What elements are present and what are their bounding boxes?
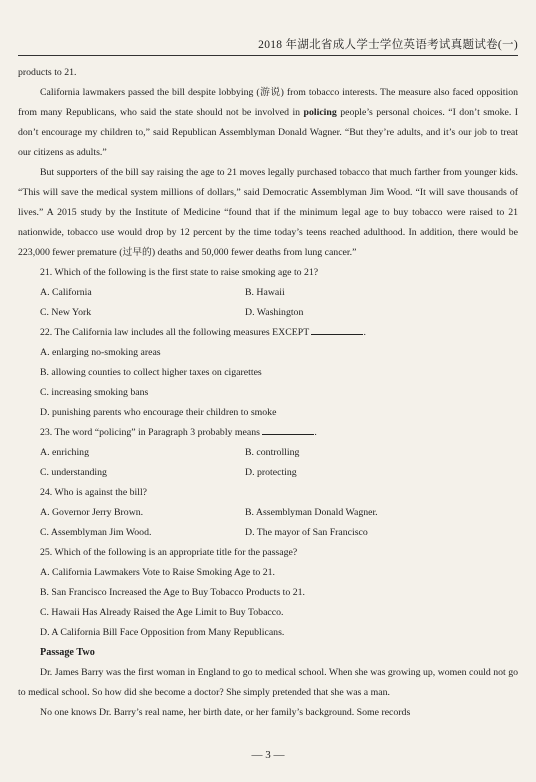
q22-option-c: C. increasing smoking bans <box>40 387 149 398</box>
q25-option-c: C. Hawaii Has Already Raised the Age Limit to Buy Tobacco. <box>40 607 284 618</box>
paragraph-3: But supporters of the bill say raising the age to 21 moves legally purchased tobacco that much farther from younger kids. “This will save the medical system millions of dollars,” said Democratic Assemblyman Jim Wood. “It will save thousands of lives.” A 2015 study by the Institute of Medicine “found that if the minimum legal age to buy tobacco were raised to 21 nationwide, tobacco use would drop by 12 percent by the time today’s teens reached adulthood. In addition, there would be 223,000 fewer premature (过早的) deaths and 50,000 fewer deaths from lung cancer.” <box>18 167 518 258</box>
paragraph-2-part-a: California lawmakers passed the bill despite lobbying (游说) from tobacco interests. The measure also faced opposition from many Republicans, who said the state should not be involved in <box>18 87 518 118</box>
q21-option-b: B. Hawaii <box>245 287 285 298</box>
q24-option-d: D. The mayor of San Francisco <box>245 527 368 538</box>
q25-option-d: D. A California Bill Face Opposition from Many Republicans. <box>40 627 285 638</box>
q21-option-d: D. Washington <box>245 307 304 318</box>
q25-option-a: A. California Lawmakers Vote to Raise Smoking Age to 21. <box>40 567 276 578</box>
q21-option-a: A. California <box>40 287 92 298</box>
question-22 <box>18 323 518 343</box>
question-24: 24. Who is against the bill? <box>40 487 148 498</box>
question-24-options-row-2 <box>18 523 518 543</box>
page-number: — 3 — <box>251 749 285 761</box>
q23-option-b: B. controlling <box>245 447 300 458</box>
paragraph-2-part-b: people’s personal choices. “I don’t smoke. I don’t encourage my children to,” said Republican Assemblyman Donald Wagner. “But they’re adults, and it’s our job to treat our citizens as adults.” <box>18 107 519 158</box>
q23-option-d: D. protecting <box>245 467 297 478</box>
header-divider <box>18 55 518 56</box>
q21-option-c: C. New York <box>40 307 92 318</box>
answer-blank <box>311 324 363 335</box>
q22-option-b: B. allowing counties to collect higher taxes on cigarettes <box>40 367 262 378</box>
question-21-options-row-2 <box>18 303 518 323</box>
q22-option-a: A. enlarging no-smoking areas <box>40 347 161 358</box>
q22-stem: 22. The California law includes all the following measures EXCEPT <box>40 327 309 338</box>
question-23 <box>18 423 518 443</box>
passage-two-paragraph-2: No one knows Dr. Barry’s real name, her birth date, or her family’s background. Some records <box>40 707 411 718</box>
q25-option-b: B. San Francisco Increased the Age to Buy Tobacco Products to 21. <box>40 587 305 598</box>
page-content <box>18 63 518 723</box>
q24-option-a: A. Governor Jerry Brown. <box>40 507 144 518</box>
paragraph-1: products to 21. <box>18 67 77 78</box>
question-23-options-row-2 <box>18 463 518 483</box>
q23-stem: 23. The word “policing” in Paragraph 3 probably means <box>40 427 260 438</box>
q22-option-d: D. punishing parents who encourage their children to smoke <box>40 407 277 418</box>
paragraph-2 <box>18 83 518 163</box>
question-25: 25. Which of the following is an appropriate title for the passage? <box>40 547 298 558</box>
question-23-options-row-1 <box>18 443 518 463</box>
keyword-policing: policing <box>303 107 337 118</box>
question-24-options-row-1 <box>18 503 518 523</box>
q23-period: . <box>314 427 317 438</box>
question-21: 21. Which of the following is the first state to raise smoking age to 21? <box>40 267 319 278</box>
question-21-options-row-1 <box>18 283 518 303</box>
passage-two-paragraph-1: Dr. James Barry was the first woman in England to go to medical school. When she was growing up, women could not go to medical school. So how did she become a doctor? She simply pretended that she was a man. <box>18 667 518 698</box>
q23-option-a: A. enriching <box>40 447 89 458</box>
q24-option-c: C. Assemblyman Jim Wood. <box>40 527 152 538</box>
page-header: 2018 年湖北省成人学士学位英语考试真题试卷(一) <box>258 39 518 51</box>
q24-option-b: B. Assemblyman Donald Wagner. <box>245 507 378 518</box>
q22-period: . <box>363 327 366 338</box>
q23-option-c: C. understanding <box>40 467 107 478</box>
section-heading-passage-two: Passage Two <box>40 647 95 658</box>
answer-blank <box>262 424 314 435</box>
